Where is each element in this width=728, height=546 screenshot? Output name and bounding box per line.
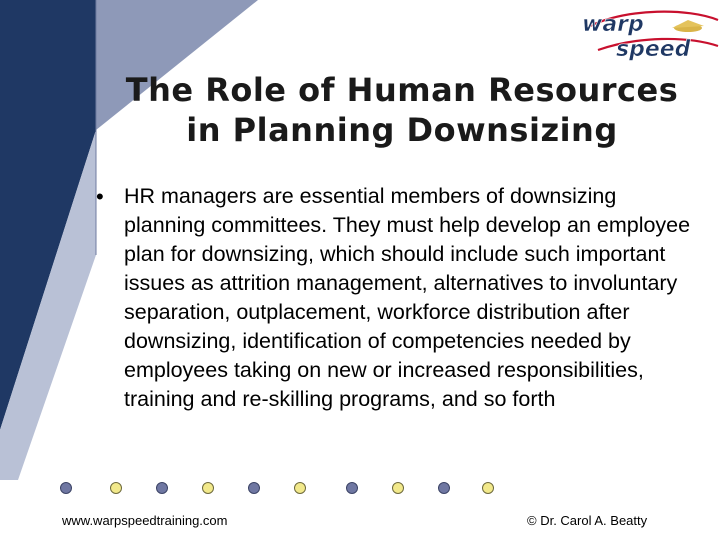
logo-speed-text: speed (616, 37, 691, 62)
logo-warp-text: warp (582, 12, 644, 37)
dot-blue (347, 483, 358, 494)
bullet-marker: • (96, 184, 104, 209)
dot-blue (61, 483, 72, 494)
footer-copyright: © Dr. Carol A. Beatty (527, 513, 648, 528)
dot-blue (157, 483, 168, 494)
warp-speed-logo (568, 6, 724, 64)
dot-yellow (295, 483, 306, 494)
dot-yellow (393, 483, 404, 494)
slide-title-line1: The Role of Human Resources (125, 71, 679, 109)
footer-website: www.warpspeedtraining.com (62, 513, 228, 528)
bullet-list (96, 182, 696, 414)
dot-yellow (111, 483, 122, 494)
decorative-dots-row (52, 478, 512, 500)
dot-blue (249, 483, 260, 494)
bullet-item (96, 182, 696, 414)
dot-yellow (483, 483, 494, 494)
dot-blue (439, 483, 450, 494)
dot-yellow (203, 483, 214, 494)
slide-title-line2: in Planning Downsizing (186, 111, 618, 149)
bullet-text: HR managers are essential members of downsizing planning committees. They must help develop an employee plan for downsizing, which should include such important issues as attrition management, alternatives to involuntary separation, outplacement, workforce distribution after downsizing, identification of competencies needed by employees taking on new or increased responsibilities, training and re-skilling programs, and so forth (124, 184, 691, 411)
slide-title (96, 70, 708, 150)
logo-bird-icon (672, 20, 704, 32)
